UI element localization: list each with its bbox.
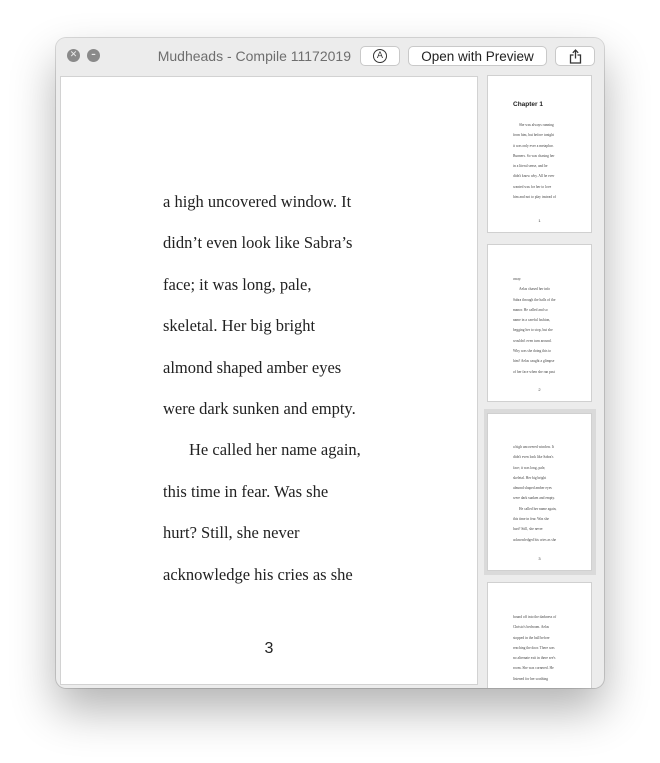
page-body-text [163, 192, 413, 606]
thumbnail-text-line: listened for her soothing [513, 676, 549, 681]
share-icon [569, 49, 582, 64]
thumbnail-text-line: wanted was for her to love [513, 184, 552, 189]
thumbnail-page-number: 2 [538, 387, 541, 392]
thumbnail-text-line: it was only ever a metaphor. [513, 143, 554, 148]
text-line: hurt? Still, she never [163, 523, 300, 543]
thumbnail-chapter-heading: Chapter 1 [513, 101, 543, 108]
fullscreen-button[interactable] [87, 49, 100, 62]
thumbnail-text [513, 277, 571, 380]
thumbnail-text-line: this time in fear. Was she [513, 517, 549, 522]
page-thumbnail[interactable] [487, 413, 592, 571]
thumbnail-text-line: hurt? Still, she never [513, 527, 543, 532]
thumbnail-text [513, 123, 571, 205]
text-line: were dark sunken and empty. [163, 398, 356, 418]
thumbnail-text-line: acknowledged his cries as she [513, 537, 557, 542]
thumbnail-text-line: in a literal sense, and he [513, 164, 548, 169]
thumbnail-text-line: him? Aelas caught a glimpse [513, 359, 555, 364]
page-thumbnail[interactable] [487, 582, 592, 688]
thumbnail-text-line: almond shaped amber eyes [513, 486, 552, 491]
text-line: almond shaped amber eyes [163, 357, 342, 377]
markup-button[interactable] [360, 46, 400, 66]
thumbnail-text-line: manor. He called and so [513, 307, 548, 312]
thumbnail-page-number: 1 [538, 218, 541, 223]
thumbnail-text-line: reaching the door. There was [513, 645, 555, 650]
text-line: acknowledge his cries as she [163, 564, 353, 584]
text-line: didn’t even look like Sabra’s [163, 233, 353, 253]
thumbnail-text-line: name in a careful fashion, [513, 318, 551, 323]
close-icon: ✕ [69, 50, 78, 60]
page-thumbnail[interactable] [487, 75, 592, 233]
fullscreen-icon: – [91, 50, 96, 60]
markup-icon: A [373, 49, 387, 63]
thumbnail-text-line: Aelas chased her info [519, 287, 551, 292]
text-line: this time in fear. Was she [163, 481, 329, 501]
thumbnail-text-line: face; it was long, pale, [513, 465, 546, 470]
thumbnail-text-line: He called her name again, [519, 506, 557, 511]
share-button[interactable] [555, 46, 595, 66]
thumbnail-text [513, 615, 571, 687]
thumbnail-text-line: begging her to stop, but she [513, 328, 553, 333]
document-page-view[interactable] [60, 76, 478, 685]
thumbnail-text-line: Sabra through the halls of the [513, 297, 556, 302]
thumbnail-text-line: room. She was cornered. He [513, 666, 554, 671]
thumbnail-text-line: didn't know why. All he ever [513, 174, 555, 179]
page-thumbnail[interactable] [487, 244, 592, 402]
thumbnail-text-line: wouldn't even turn around. [513, 338, 552, 343]
thumbnail-text-line: Christo's bedroom. Aelas [513, 625, 550, 630]
title-bar [56, 38, 604, 75]
thumbnail-page-number: 3 [538, 556, 541, 561]
text-line: He called her name again, [189, 440, 361, 460]
thumbnail-text-line: were dark sunken and empty. [513, 496, 555, 501]
thumbnail-text-line: didn't even look like Sabra's [513, 455, 554, 460]
window-title: Mudheads - Compile 11172019 [157, 48, 351, 64]
thumbnail-text-line: She was always running [519, 123, 554, 127]
thumbnail-text-line: from him, but before tonight [513, 133, 555, 138]
thumbnail-text-line: a high uncovered window. It [513, 445, 554, 449]
thumbnail-text-line: stopped in the hall before [513, 635, 550, 640]
text-line: face; it was long, pale, [163, 274, 312, 294]
thumbnail-text-line: Bunners. So was chasing her [513, 153, 555, 158]
thumbnail-text-line: no alternate exit in there see's [513, 656, 556, 661]
thumbnail-text-line: bound off into the darkness of [513, 615, 557, 619]
open-with-preview-button[interactable]: Open with Preview [408, 46, 547, 66]
thumbnail-text-line: Why was she doing this to [513, 349, 552, 354]
text-line: skeletal. Her big bright [163, 316, 316, 336]
thumbnail-text-line: away. [513, 277, 522, 281]
text-line: a high uncovered window. It [163, 192, 352, 211]
close-button[interactable] [67, 49, 80, 62]
page-number: 3 [264, 640, 274, 657]
quicklook-window [56, 38, 604, 688]
thumbnail-text-line: skeletal. Her big bright [513, 475, 547, 480]
thumbnail-text-line: of her face when she ran past [513, 369, 555, 374]
thumbnail-sidebar[interactable] [484, 74, 597, 688]
thumbnail-text-line: him and not to play instead of [513, 195, 556, 200]
thumbnail-text [513, 445, 571, 548]
